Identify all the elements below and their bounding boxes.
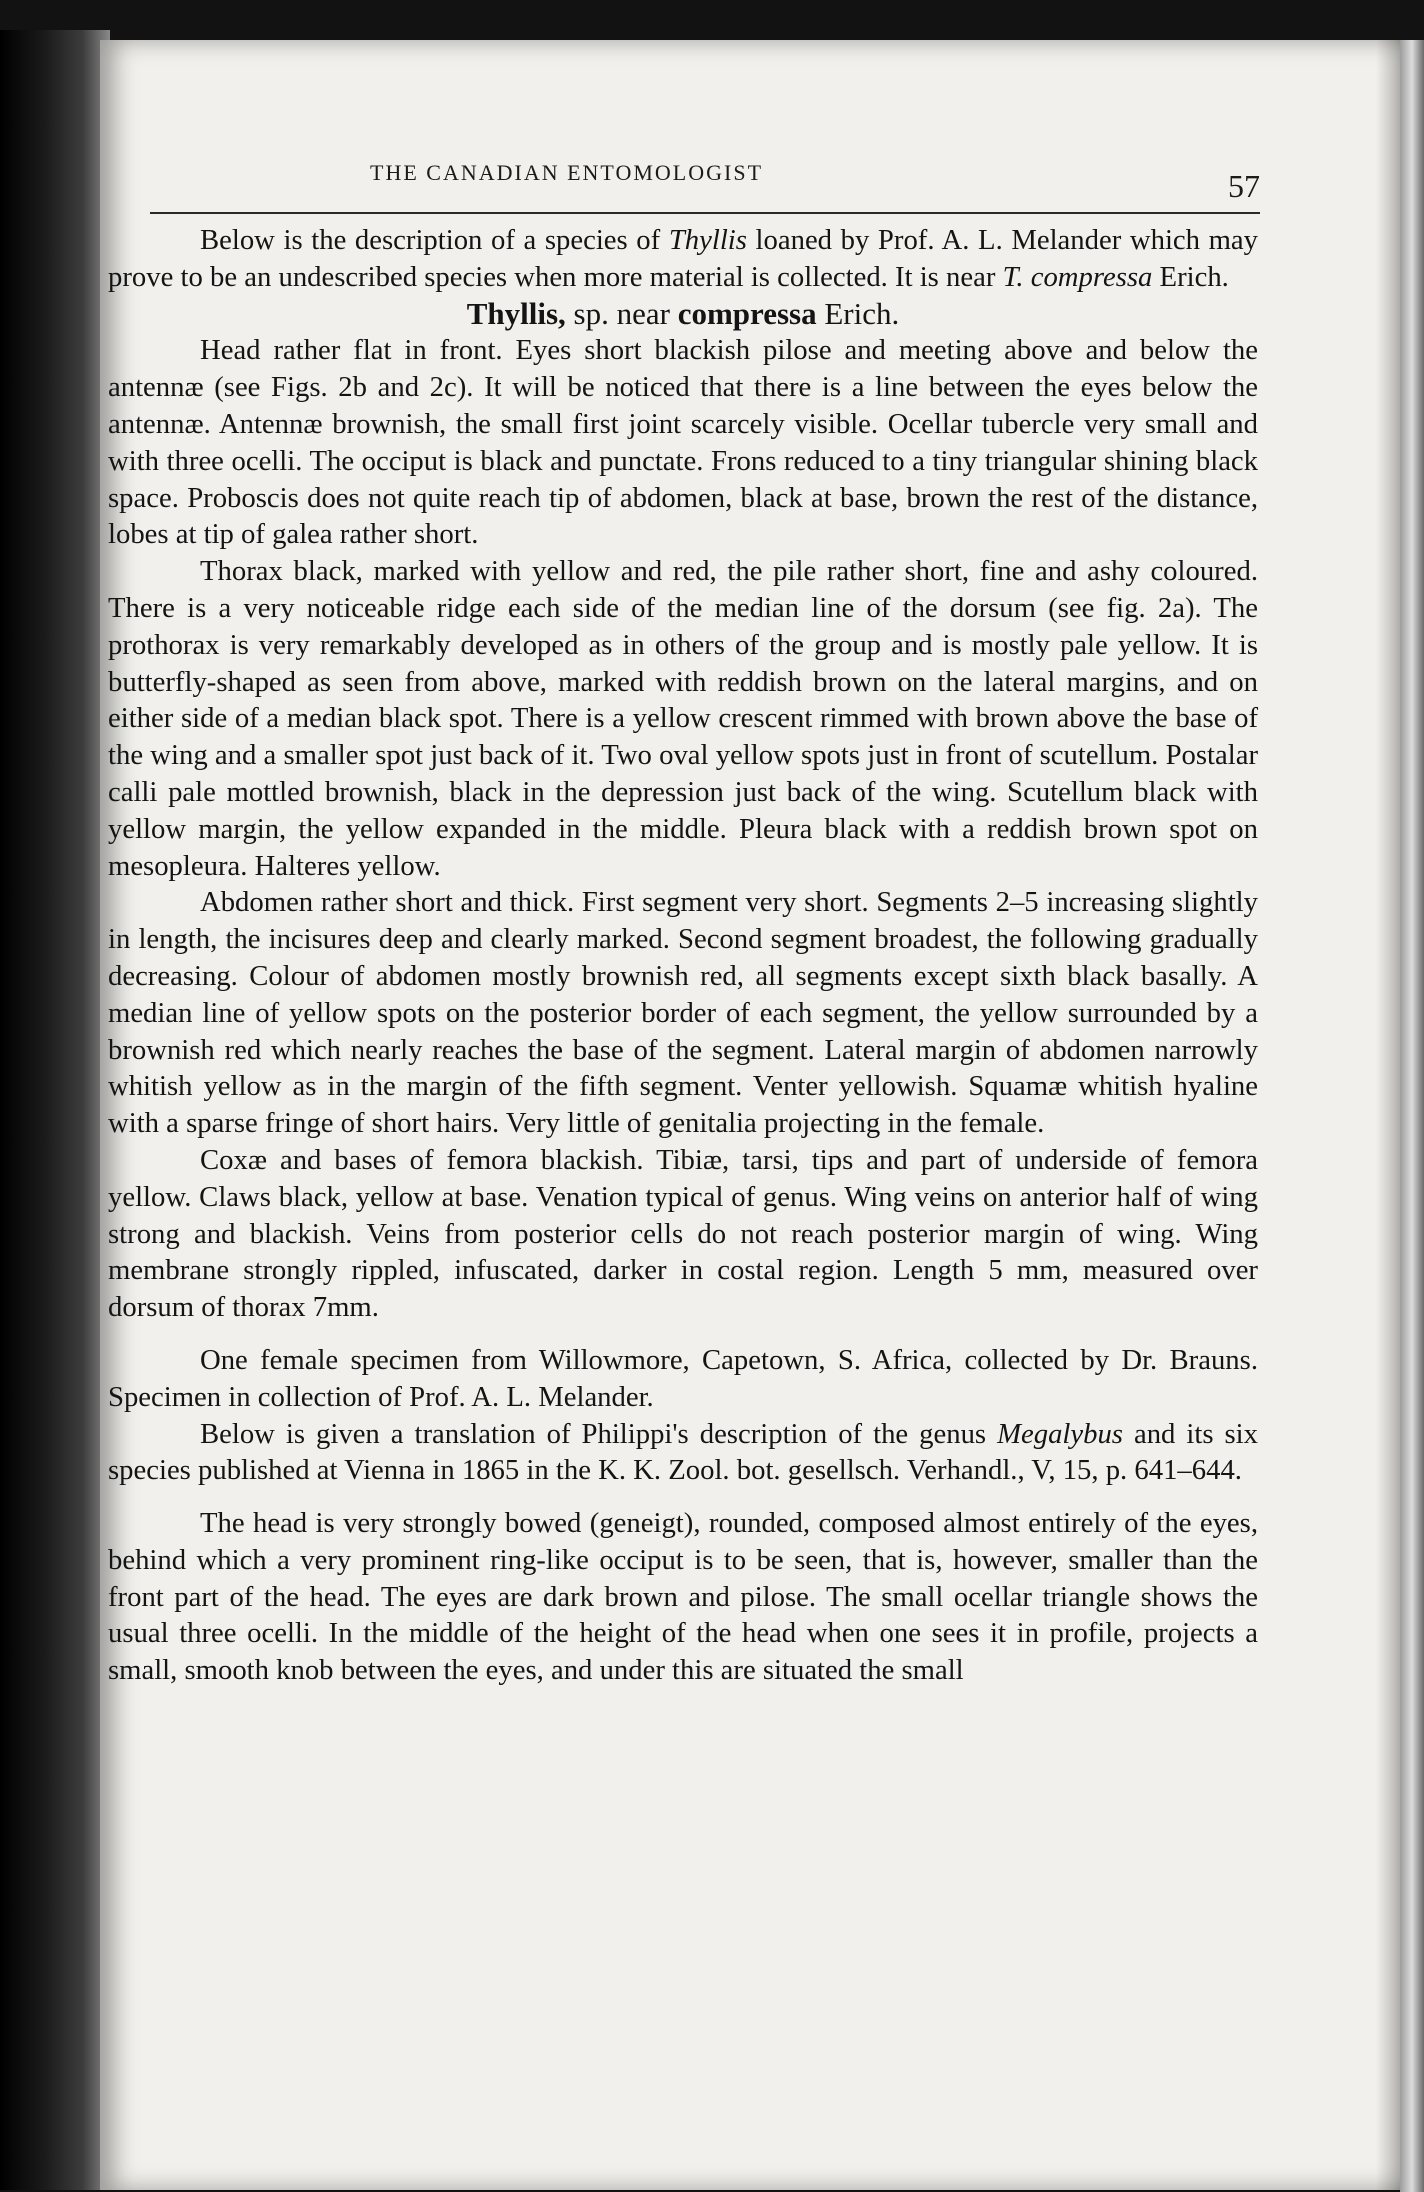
intro-paragraph: Below is the description of a species of Thyllis loaned by Prof. A. L. Melander which may prove to be an undescribed species when more material is collected. It is near T. compressa Erich.	[108, 224, 1258, 293]
page-number: 57	[1228, 168, 1260, 204]
specimen-paragraph: One female specimen from Willowmore, Capetown, S. Africa, collected by Dr. Brauns. Specimen in collection of Prof. A. L. Melander.	[108, 1343, 1258, 1413]
species-name: T. compressa	[1002, 260, 1153, 293]
paragraph-gap	[108, 1489, 1258, 1505]
thorax-paragraph: Thorax black, marked with yellow and red, the pile rather short, fine and ashy coloured. There is a very noticeable ridge each side of the median line of the dorsum (see fig. 2a). The prothorax is very remarkably developed as in others of the group and is mostly pale yellow. It is butterfly-shaped as seen from above, marked with reddish brown on the lateral margins, and on either side of a median black spot. There is a yellow crescent rimmed with brown above the base of the wing and a smaller spot just back of it. Two oval yellow spots just in front of scutellum. Postalar calli pale mottled brownish, black in the depression just back of the wing. Scutellum black with yellow margin, the yellow expanded in the middle. Pleura black with a reddish brown spot on mesopleura. Halteres yellow.	[108, 555, 1258, 882]
translation-paragraph: Below is given a translation of Philippi's description of the genus Megalybus and its six species published at Vienna in 1865 in the K. K. Zool. bot. gesellsch. Verhandl., V, 15, p. 641–644.	[108, 1417, 1258, 1487]
paragraph-gap	[108, 1326, 1258, 1342]
head-paragraph: Head rather flat in front. Eyes short blackish pilose and meeting above and below the antennæ (see Figs. 2b and 2c). It will be noticed that there is a line between the eyes below the antennæ. Antennæ brownish, the small first joint scarcely visible. Ocellar tubercle very small and with three ocelli. The occiput is black and punctate. Frons reduced to a tiny triangular shining black space. Proboscis does not quite reach tip of abdomen, black at base, brown the rest of the distance, lobes at tip of galea rather short.	[108, 334, 1258, 551]
article-body	[108, 222, 1258, 1689]
species-heading: Thyllis, sp. near compressa Erich.	[466, 295, 900, 331]
legs-paragraph: Coxæ and bases of femora blackish. Tibiæ, tarsi, tips and part of underside of femora yellow. Claws black, yellow at base. Venation typical of genus. Wing veins on anterior half of wing strong and blackish. Veins from posterior cells do not reach posterior margin of wing. Wing membrane strongly rippled, infuscated, darker in costal region. Length 5 mm, measured over dorsum of thorax 7mm.	[108, 1143, 1258, 1324]
genus-name: Thyllis	[668, 224, 747, 256]
genus-head-paragraph: The head is very strongly bowed (geneigt), rounded, composed almost entirely of the eyes, behind which a very prominent ring-like occiput is to be seen, that is, however, smaller than the front part of the head. The eyes are dark brown and pilose. The small ocellar triangle shows the usual three ocelli. In the middle of the height of the head when one sees it in profile, projects a small, smooth knob between the eyes, and under this are situated the small	[108, 1507, 1258, 1687]
header-rule	[150, 212, 1260, 214]
page-stack-edge	[1400, 40, 1424, 2192]
genus-name-megalybus: Megalybus	[997, 1417, 1123, 1450]
book-binding-edge	[0, 30, 110, 2190]
page-shadow	[1376, 40, 1400, 2190]
abdomen-paragraph: Abdomen rather short and thick. First segment very short. Segments 2–5 increasing slightly in length, the incisures deep and clearly marked. Second segment broadest, the following gradually decreasing. Colour of abdomen mostly brownish red, all segments except sixth black basally. A median line of yellow spots on the posterior border of each segment, the yellow surrounded by a brownish red which nearly reaches the base of the segment. Lateral margin of abdomen narrowly whitish yellow as in the margin of the fifth segment. Venter yellowish. Squamæ whitish hyaline with a sparse fringe of short hairs. Very little of genitalia projecting in the female.	[108, 886, 1258, 1140]
running-title: THE CANADIAN ENTOMOLOGIST	[370, 160, 764, 185]
